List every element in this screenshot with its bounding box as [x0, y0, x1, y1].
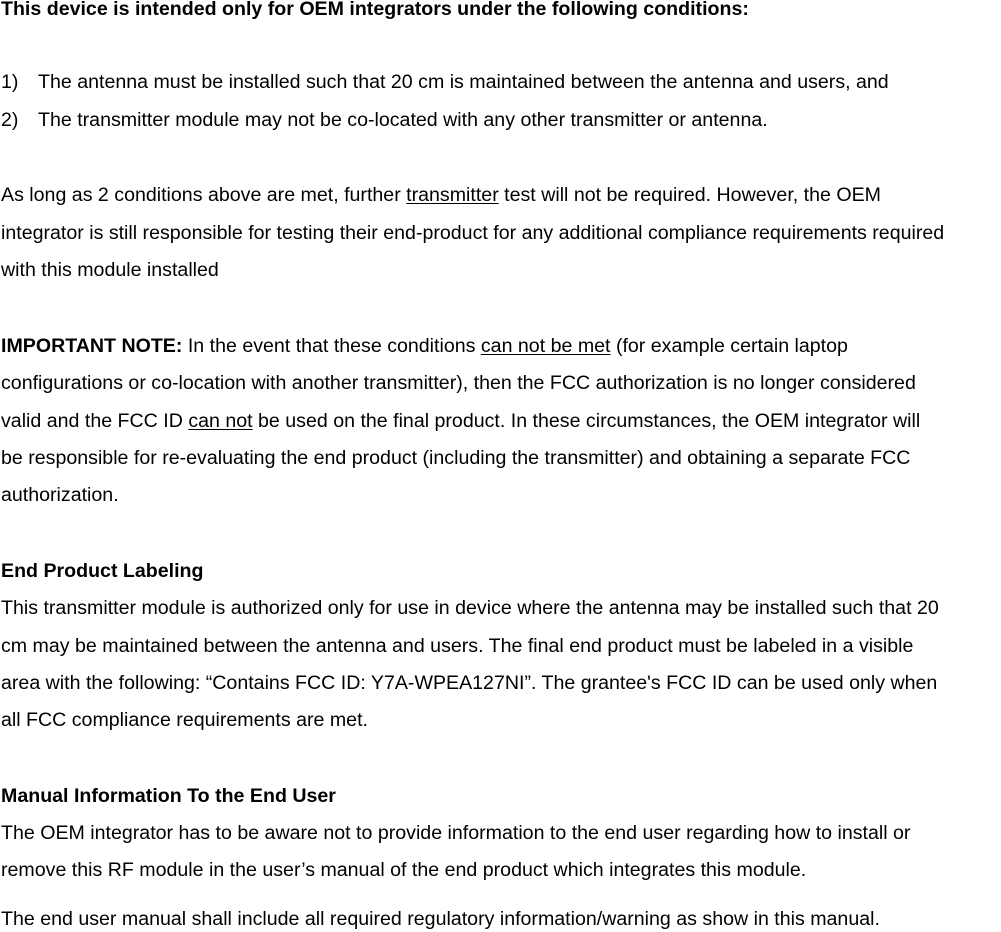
text-run: valid and the FCC ID: [1, 410, 189, 432]
condition-item-1: [1, 71, 889, 93]
labeling-line: all FCC compliance requirements are met.: [1, 709, 368, 731]
labeling-line: This transmitter module is authorized only for use in device where the antenna may be installed such that 20: [1, 597, 939, 619]
condition-number: 1): [1, 71, 19, 93]
important-note-line: authorization.: [1, 484, 119, 506]
section-title-manual: Manual Information To the End User: [1, 785, 336, 807]
condition-number: 2): [1, 109, 19, 131]
manual-line: The end user manual shall include all required regulatory information/warning as show in this manual.: [1, 908, 880, 930]
labeling-line: area with the following: “Contains FCC ID: Y7A-WPEA127NI”. The grantee's FCC ID can be used only when: [1, 672, 938, 694]
manual-line: remove this RF module in the user’s manual of the end product which integrates this module.: [1, 859, 807, 881]
underlined-term: can not: [188, 410, 253, 432]
underlined-term: transmitter: [406, 184, 499, 206]
text-run: test will not be required. However, the OEM: [498, 184, 881, 206]
document-heading: This device is intended only for OEM integrators under the following conditions:: [1, 0, 749, 20]
condition-item-2: [1, 109, 768, 131]
important-note-label: IMPORTANT NOTE:: [1, 335, 183, 357]
paragraph-line: [1, 184, 881, 206]
important-note-line: configurations or co-location with another transmitter), then the FCC authorization is no longer considered: [1, 372, 916, 394]
text-run: In the event that these conditions: [182, 335, 481, 357]
important-note-line: be responsible for re-evaluating the end product (including the transmitter) and obtaining a separate FCC: [1, 447, 911, 469]
section-title-labeling: End Product Labeling: [1, 560, 204, 582]
paragraph-line: integrator is still responsible for testing their end-product for any additional compliance requirements required: [1, 222, 945, 244]
important-note-line: [1, 410, 920, 432]
manual-line: The OEM integrator has to be aware not to provide information to the end user regarding how to install or: [1, 822, 911, 844]
text-run: (for example certain laptop: [610, 335, 848, 357]
paragraph-line: with this module installed: [1, 259, 219, 281]
important-note-line: [1, 335, 848, 357]
condition-text: The transmitter module may not be co-located with any other transmitter or antenna.: [38, 109, 768, 131]
text-run: be used on the final product. In these circumstances, the OEM integrator will: [252, 410, 921, 432]
text-run: As long as 2 conditions above are met, further: [1, 184, 407, 206]
underlined-term: can not be met: [480, 335, 611, 357]
condition-text: The antenna must be installed such that 20 cm is maintained between the antenna and users, and: [38, 71, 889, 93]
labeling-line: cm may be maintained between the antenna and users. The final end product must be labeled in a visible: [1, 635, 914, 657]
